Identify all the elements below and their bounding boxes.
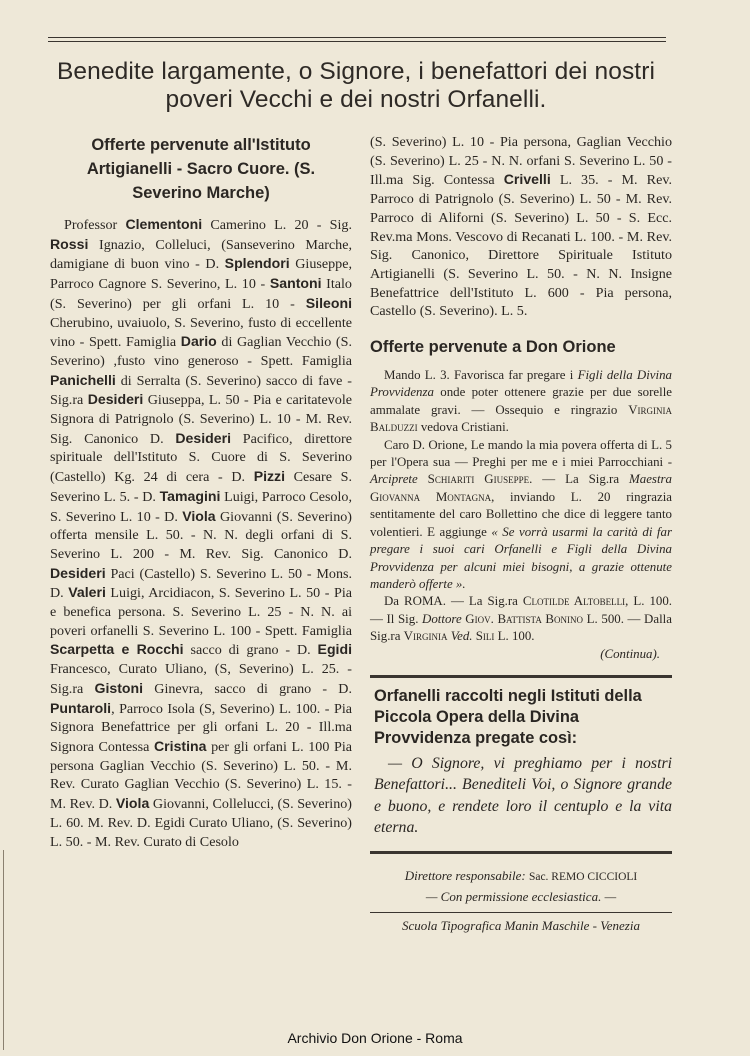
text-run: (S. Severino) L. 10 - Pia persona, Gaglian Vecchio (S. Severino) L. 25 - N. N. orfani S. Severino L. 50 - Ill.ma Sig. Contessa	[370, 134, 672, 189]
donor-name: Clementoni	[125, 216, 203, 232]
text-run: Ignazio, Colleluci, (Sanseverino Marche, damigiane di buon vino - D.	[50, 236, 352, 273]
text-run: vedova Cristiani.	[417, 420, 509, 435]
person-name: Virginia Balduzzi	[370, 402, 672, 435]
text-run: sacco di grano - D.	[183, 642, 318, 659]
person-name: Schiariti Giuseppe	[417, 472, 530, 487]
text-run: di Gaglian Vecchio (S. Severino) ,fusto vino generoso - Spett. Famiglia	[50, 334, 352, 369]
donor-name: Dario	[180, 333, 217, 350]
letter-paragraph	[370, 437, 672, 594]
text-run: Francesco, Curato Uliano, (S, Severino) L. 25. - Sig.ra	[50, 661, 352, 697]
italic-run: Maestra	[629, 472, 672, 487]
letters-don-orione	[370, 367, 672, 646]
donor-name: Santoni	[269, 275, 322, 292]
donor-name: Crivelli	[503, 171, 551, 188]
person-name: Giov. Battista Bonino	[461, 611, 584, 626]
text-run: . — La Sig.ra	[529, 472, 630, 487]
continua-label: (Continua).	[600, 646, 660, 661]
text-run: Italo (S. Severino) per gli orfani L. 10 -	[50, 276, 352, 312]
italic-run: Arciprete	[370, 472, 418, 487]
donor-name: Desideri	[175, 429, 231, 446]
page-edge-shadow	[3, 850, 4, 1050]
text-run: onde poter ottenere grazie per due sorelle ammalate gravi. — Ossequio e ringrazio	[370, 385, 672, 417]
text-run: Mando L. 3. Favorisca far pregare i	[384, 368, 578, 383]
text-run: Giuseppe, Parroco Cagnore S. Severino, L. 10 -	[50, 256, 352, 293]
text-run: , inviando L. 20 ringrazia sentitamente del caro Bollettino che dice di leggere tanto volentieri. E aggiunge	[370, 489, 672, 539]
person-name: Virginia	[403, 629, 448, 644]
text-run: Giuseppa, L. 50 - Pia e caritatevole Signora di Patrignolo (S. Severino) L. 10 - M. Rev. Sig. Canonico D.	[50, 392, 352, 447]
prayer-text: — O Signore, vi preghiamo per i nostri Benefattori... Benediteli Voi, o Signore grande e buono, e rendete loro il centuplo e la vita eterna.	[374, 754, 672, 837]
text-run: L. 35. - M. Rev. Parroco di Patrignolo (S. Severino) L. 50 - M. Rev. Parroco di Aliforni (S. Severino) L. 50 - S. Ecc. Rev.ma Mons. Vescovo di Recanati L. 100. - M. Rev. Sig. Canonico, Direttore Spirituale Istituto Artigianelli (S. Severino L. 50. - N. N. Insigne Benefattrice dell'Istituto L. 600 - Pia persona, Castello (S. Severino). L. 5.	[370, 172, 672, 320]
donor-name: Cristina	[153, 737, 207, 754]
italic-run: Dottore	[422, 611, 462, 626]
letter-paragraph	[370, 367, 672, 437]
text-run: Paci (Castello) S. Severino L. 50 - Mons. D.	[50, 565, 352, 602]
donor-name: Sileoni	[305, 294, 352, 311]
right-column	[370, 133, 672, 935]
text-run: Cherubino, uvaiuolo, S. Severino, fusto di eccellente vino - Spett. Famiglia	[50, 314, 352, 351]
text-run: L. 100.	[494, 629, 535, 644]
text-run: , L. 100. — Il Sig.	[370, 594, 673, 626]
text-run: Pacifico, direttore spirituale dell'Istituto S. Cuore di S. Severino (Castello) Kg. 24 di cera - D.	[50, 430, 352, 486]
donor-list-artigianelli	[50, 215, 352, 851]
donor-name: Scarpetta e Rocchi	[50, 641, 184, 658]
donor-name: Viola	[115, 795, 150, 812]
person-name: Sili	[472, 629, 495, 644]
box-top-rule	[370, 675, 672, 678]
donor-name: Valeri	[68, 584, 106, 601]
donor-name: Panichelli	[50, 371, 116, 388]
text-run: di Serralta (S. Severino) sacco di fave - Sig.ra	[50, 372, 352, 409]
donor-name: Splendori	[224, 255, 290, 272]
left-column	[50, 133, 352, 851]
archive-watermark: Archivio Don Orione - Roma	[287, 1030, 463, 1046]
text-run: Ginevra, sacco di grano - D.	[143, 680, 352, 697]
text-run: Giovanni (S. Severino) offerta mensile L. 50. - N. N. degli orfani di S. Severino L. 200 - M. Rev. Sig. Canonico D.	[50, 508, 352, 562]
section-title-artigianelli: Offerte pervenute all'Istituto Artigianelli - Sacro Cuore. (S. Severino Marche)	[86, 136, 316, 202]
text-run: Cesare S. Severino L. 5. - D.	[50, 469, 352, 505]
text-run: Luigi, Arcidiacon, S. Severino L. 50 - Pia e benefica persona. S. Severino L. 25 - N. N. ai poveri orfanelli S. Severino L. 100 - Spett. Famiglia	[50, 585, 352, 639]
donor-name: Viola	[182, 507, 216, 524]
italic-run: Ved.	[447, 629, 473, 644]
top-rule	[48, 37, 666, 38]
donor-name: Desideri	[87, 391, 144, 408]
letter-paragraph	[370, 593, 672, 645]
donor-name: Pizzi	[253, 468, 286, 485]
donor-name: Tamagini	[159, 487, 221, 504]
donor-name: Gistoni	[94, 679, 144, 696]
section-title-don-orione: Offerte pervenute a Don Orione	[370, 338, 616, 357]
text-run: , Parroco Isola (S, Severino) L. 100. - Pia Signora Benefattrice per gli orfani L. 20 - Ill.ma Signora Contessa	[50, 700, 352, 755]
footer-rule	[370, 912, 672, 913]
person-name: Giovanna Montagna	[370, 489, 492, 504]
donor-name: Puntaroli	[50, 699, 112, 716]
text-run: Giovanni, Collelucci, (S. Severino) L. 60. M. Rev. D. Egidi Curato Uliano, (S. Severino) L. 50. - M. Rev. Curato di Cesolo	[50, 796, 352, 850]
text-run: Da ROMA. — La Sig.ra	[384, 594, 523, 609]
donor-name: Egidi	[317, 641, 352, 658]
italic-run: « Se vorrà usarmi la carità di far pregare i suoi cari Orfanelli e Figli della Divina Provvidenza per alcuni miei bisogni, a grazie ottenute manderò offerte ».	[370, 524, 672, 591]
text-run: Camerino L. 20 - Sig.	[202, 217, 352, 233]
text-run: Luigi, Parroco Cesolo, S. Severino L. 10 - D.	[50, 488, 352, 525]
permission-line: — Con permissione ecclesiastica. —	[425, 888, 617, 904]
headline: Benedite largamente, o Signore, i benefattori dei nostri poveri Vecchi e dei nostri Orfanelli.	[56, 58, 656, 113]
donor-name: Desideri	[50, 564, 106, 581]
text-run: Professor	[64, 217, 126, 233]
prayer-box-title: Orfanelli raccolti negli Istituti della Piccola Opera della Divina Provvidenza pregate così:	[374, 686, 642, 747]
director-label: Direttore responsabile:	[404, 867, 526, 883]
donor-name: Rossi	[50, 235, 89, 252]
text-run: L. 500. — Dalla Sig.ra	[370, 611, 672, 644]
printer-line: Scuola Tipografica Manin Maschile - Venezia	[402, 917, 640, 933]
text-run: Caro D. Orione, Le mando la mia povera offerta di L. 5 per l'Opera sua — Preghi per me e i miei Parrocchiani -	[370, 437, 672, 470]
donor-list-continuation	[370, 133, 672, 321]
person-name: Clotilde Altobelli	[522, 594, 626, 609]
text-run: per gli orfani L. 100 Pia persona Gaglian Vecchio (S. Severino) L. 50. - M. Rev. Curato Gaglian Vecchio (S. Severino) L. 15. - M. Rev. D.	[50, 738, 353, 813]
director-name: Sac. REMO CICCIOLI	[528, 870, 638, 883]
director-line	[370, 866, 672, 887]
italic-run: Figli della Divina Provvidenza	[370, 368, 672, 400]
top-rule-thin	[48, 41, 666, 42]
